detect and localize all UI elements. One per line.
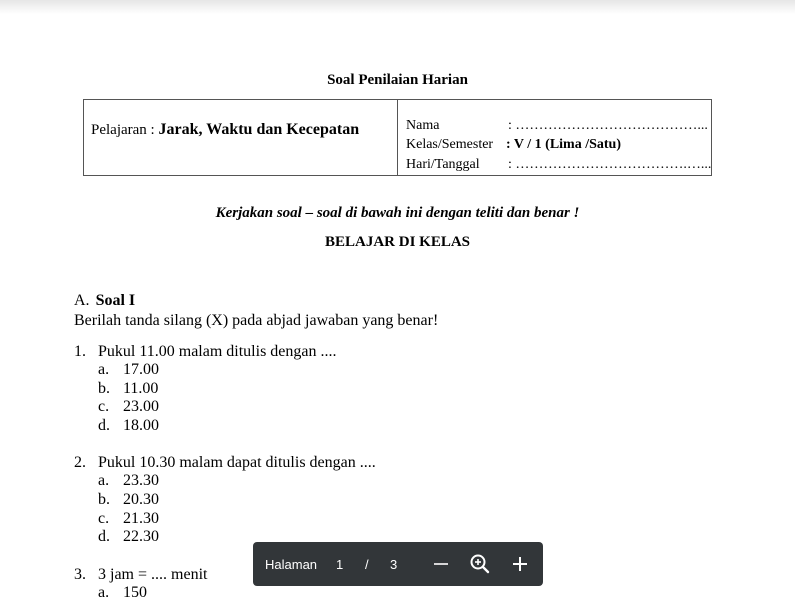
page-toolbar <box>253 542 543 586</box>
option-letter: a. <box>98 361 110 378</box>
subject-label: Pelajaran : <box>91 122 159 138</box>
zoom-in-button[interactable] <box>508 552 532 576</box>
student-fields-cell <box>399 100 711 175</box>
class-semester-label: Kelas/Semester <box>406 137 494 152</box>
option-letter: a. <box>98 584 110 601</box>
option-text: 20.30 <box>123 491 159 508</box>
option-text: 18.00 <box>123 417 159 434</box>
option-letter: c. <box>98 510 110 527</box>
zoom-in-icon <box>468 552 492 576</box>
subject-value: Jarak, Waktu dan Kecepatan <box>158 121 360 138</box>
question-2-option-b <box>98 491 159 509</box>
question-text: 3 jam = .... menit <box>98 566 208 583</box>
option-letter: b. <box>98 491 110 508</box>
subject-line <box>91 121 359 139</box>
option-text: 23.00 <box>123 398 159 415</box>
question-1-option-d <box>98 417 159 435</box>
question-1-option-b <box>98 380 158 398</box>
current-page-input[interactable]: 1 <box>336 557 344 572</box>
name-value: : …………………………………... <box>508 118 708 133</box>
class-semester-value: : V / 1 (Lima /Satu) <box>506 137 621 152</box>
option-text: 17.00 <box>123 361 159 378</box>
option-text: 23.30 <box>123 472 159 489</box>
date-value: : ……………………………….…... <box>508 157 712 172</box>
question-text: Pukul 10.30 malam dapat ditulis dengan .... <box>98 454 376 471</box>
question-3 <box>74 566 207 584</box>
option-letter: d. <box>98 528 110 545</box>
zoom-fit-button[interactable] <box>468 552 492 576</box>
option-text: 11.00 <box>123 380 159 397</box>
option-letter: c. <box>98 398 110 415</box>
page-separator: / <box>365 557 369 572</box>
option-text: 21.30 <box>123 510 159 527</box>
question-1 <box>74 343 337 361</box>
instruction-text: Kerjakan soal – soal di bawah ini dengan teliti dan benar ! <box>215 205 580 221</box>
document-title: Soal Penilaian Harian <box>327 72 468 88</box>
question-number: 1. <box>74 343 86 360</box>
option-letter: b. <box>98 380 110 397</box>
question-1-option-c <box>98 398 159 416</box>
question-1-option-a <box>98 361 159 379</box>
question-number: 3. <box>74 566 86 583</box>
student-info-table <box>83 99 712 176</box>
question-2-option-a <box>98 472 159 490</box>
minus-icon <box>429 552 453 576</box>
section-heading: BELAJAR DI KELAS <box>324 234 471 250</box>
option-letter: d. <box>98 417 110 434</box>
zoom-out-button[interactable] <box>429 552 453 576</box>
section-letter: A. <box>74 292 90 309</box>
question-text: Pukul 11.00 malam ditulis dengan .... <box>98 343 337 360</box>
option-text: 22.30 <box>123 528 159 545</box>
date-label: Hari/Tanggal <box>406 157 480 172</box>
section-title <box>74 292 135 310</box>
plus-icon <box>508 552 532 576</box>
question-2-option-c <box>98 510 159 528</box>
option-letter: a. <box>98 472 110 489</box>
total-pages: 3 <box>390 557 398 572</box>
section-name: Soal I <box>95 292 136 309</box>
question-3-option-a <box>98 584 147 602</box>
question-2 <box>74 454 376 472</box>
subject-cell <box>84 100 398 175</box>
page-label: Halaman <box>265 557 318 572</box>
question-2-option-d <box>98 528 159 546</box>
question-number: 2. <box>74 454 86 471</box>
option-text: 150 <box>123 584 147 601</box>
name-label: Nama <box>406 118 440 133</box>
section-intro: Berilah tanda silang (X) pada abjad jawaban yang benar! <box>74 312 439 329</box>
